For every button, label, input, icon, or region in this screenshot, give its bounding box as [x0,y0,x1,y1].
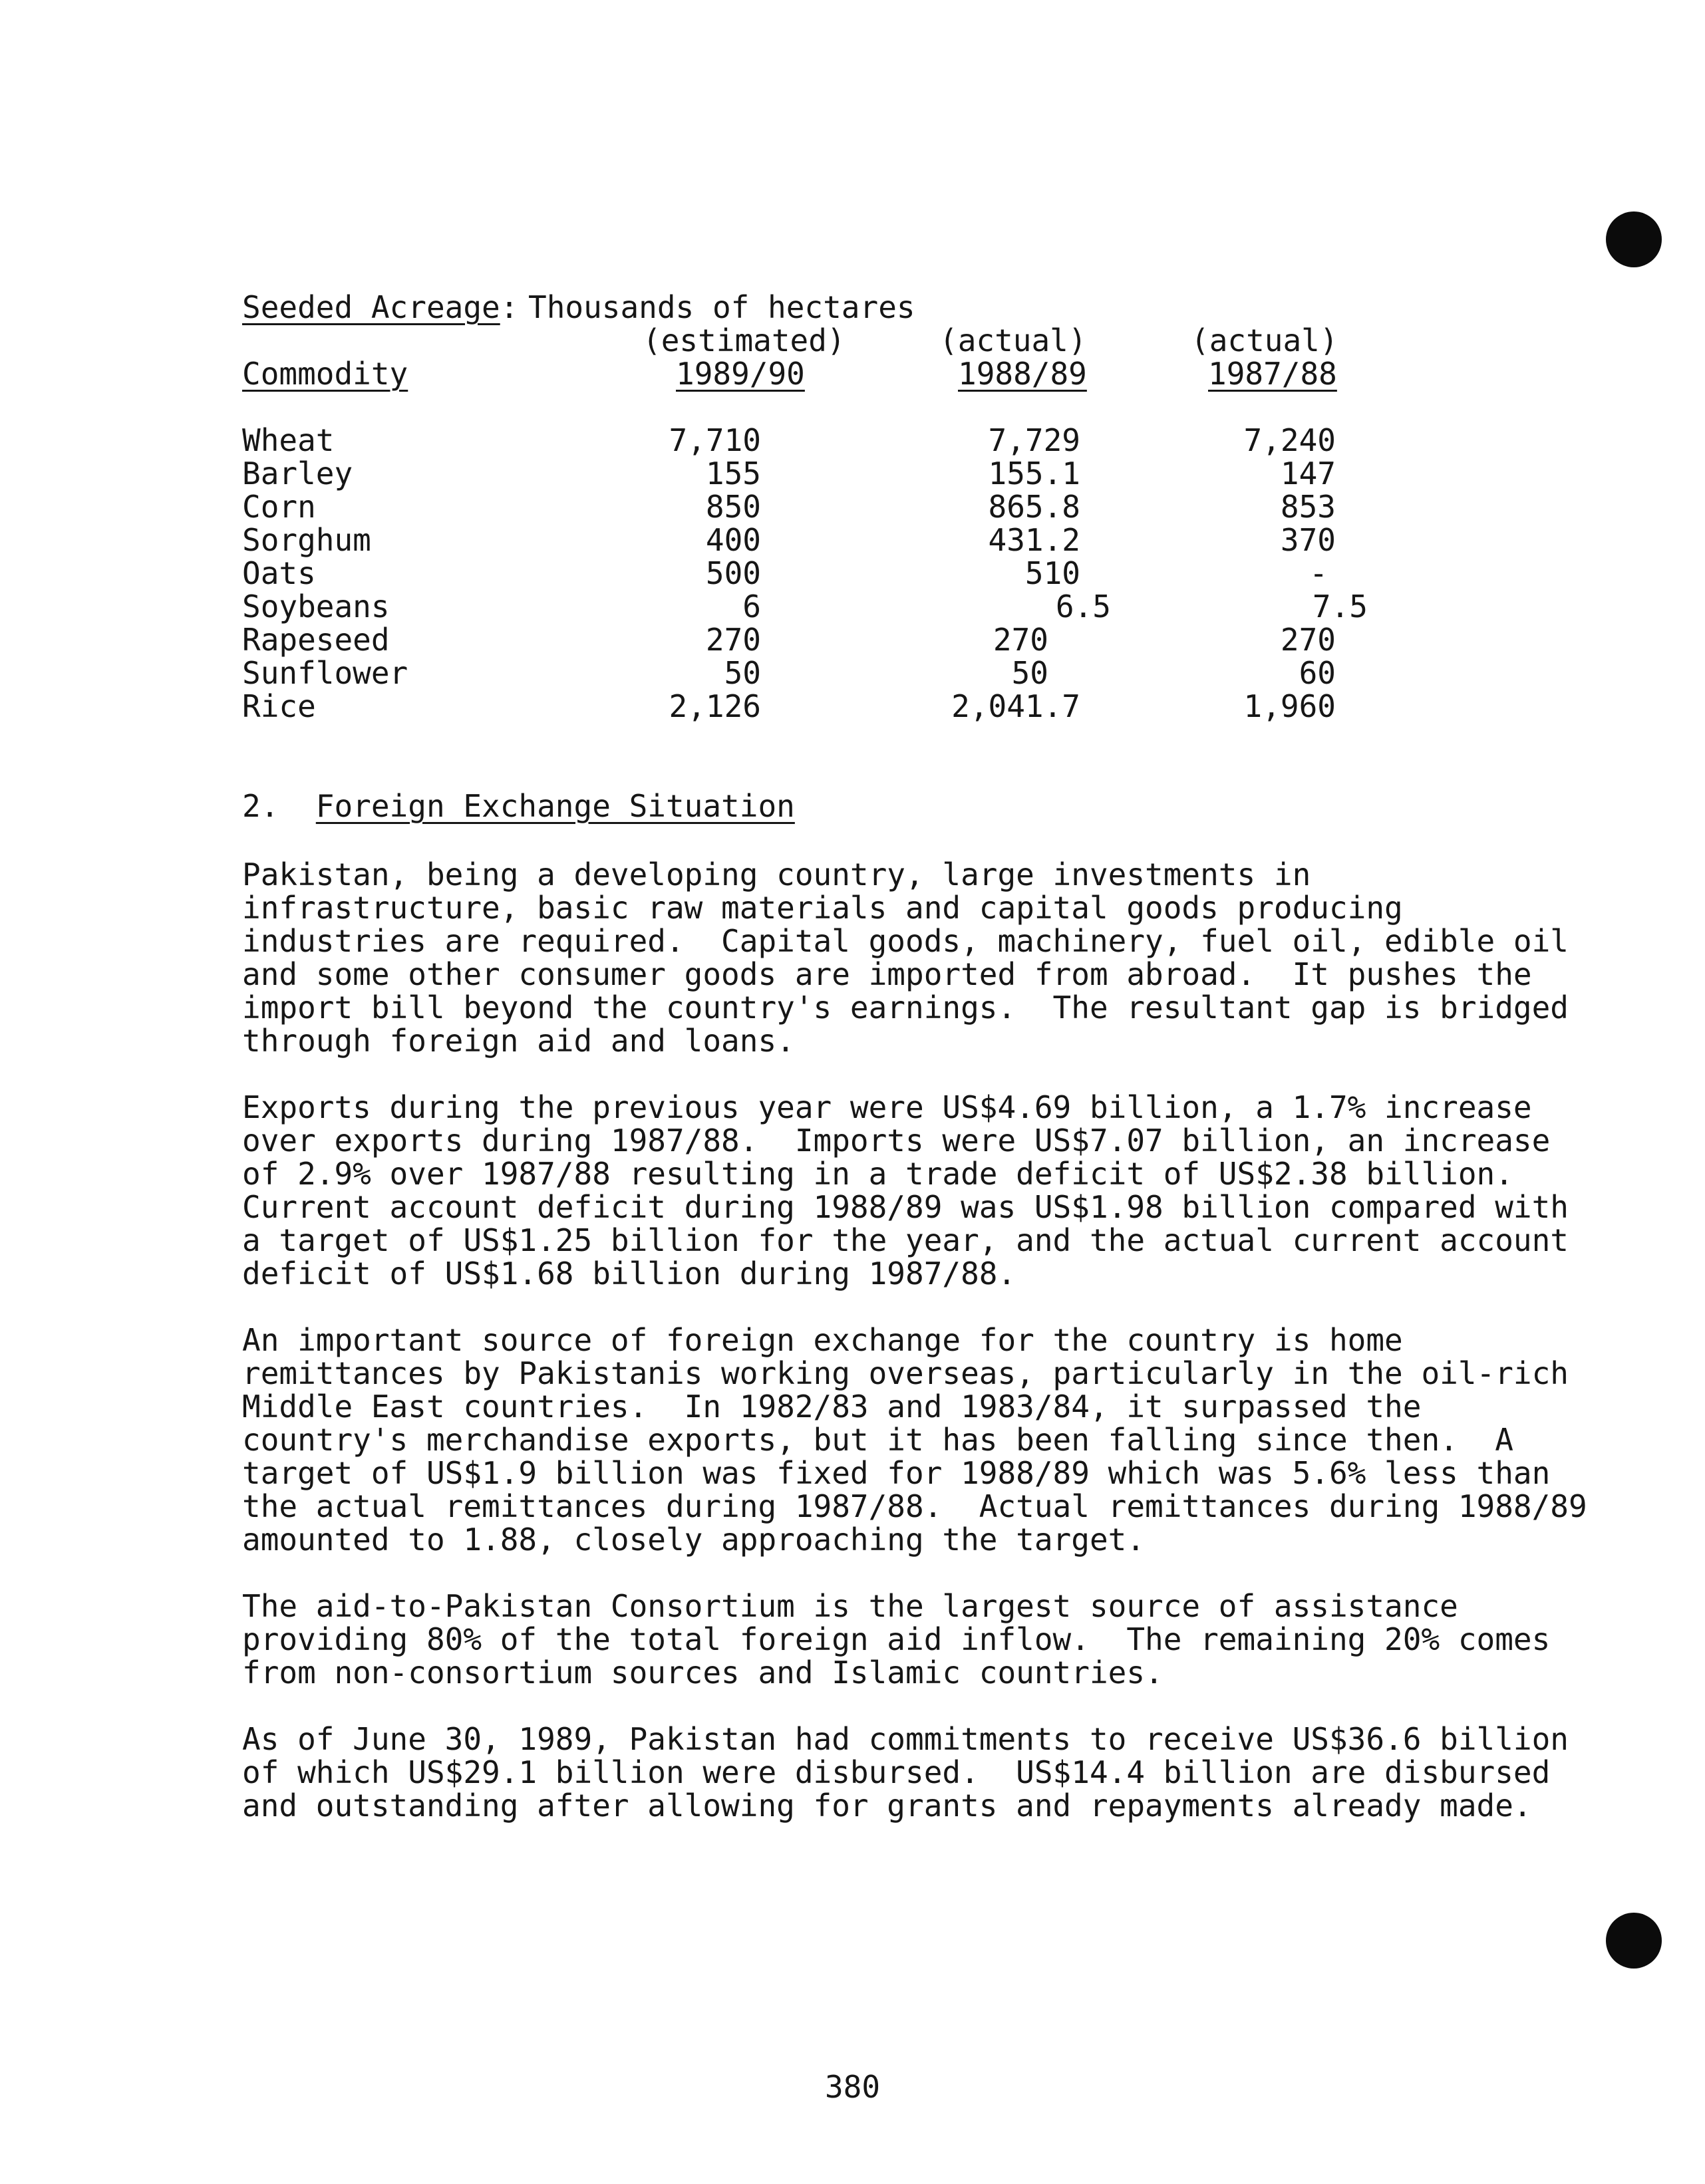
paragraph-line: target of US$1.9 billion was fixed for 1988/89 which was 5.6% less than [242,1455,1551,1491]
paragraph-line: a target of US$1.25 billion for the year, and the actual current account [242,1222,1569,1258]
paragraph-line: As of June 30, 1989, Pakistan had commitments to receive US$36.6 billion [242,1721,1569,1757]
column-year-2: 1988/89 [958,356,1087,392]
paragraph-line: the actual remittances during 1987/88. Actual remittances during 1988/89 [242,1488,1587,1524]
value-1989-90: 500 [705,555,761,591]
table-row [0,686,1705,726]
paragraph-line: deficit of US$1.68 billion during 1987/88. [242,1256,1016,1292]
commodity-name: Wheat [242,422,335,458]
value-1989-90: 400 [705,522,761,558]
value-1988-89: 7,729 [988,422,1080,458]
value-1988-89: 510 [1024,555,1080,591]
section-number: 2. [242,788,279,824]
section-heading [242,786,795,826]
value-1987-88: 853 [1280,489,1336,525]
paragraph-line: of which US$29.1 billion were disbursed. US$14.4 billion are disbursed [242,1754,1551,1790]
value-1987-88: 7.5 [1312,589,1368,624]
paragraph-line: Current account deficit during 1988/89 was US$1.98 billion compared with [242,1189,1569,1225]
section-title: Foreign Exchange Situation [315,788,795,824]
value-1988-89: 431.2 [988,522,1080,558]
paragraph-line: of 2.9% over 1987/88 resulting in a trade deficit of US$2.38 billion. [242,1156,1513,1192]
commodity-name: Barley [242,456,353,491]
commodity-name: Soybeans [242,589,390,624]
commodity-name: Rice [242,688,316,724]
table-header-line-3 [0,354,1705,394]
paragraph-line: and some other consumer goods are imported from abroad. It pushes the [242,956,1532,992]
value-1989-90: 155 [705,456,761,491]
paragraph-line: Pakistan, being a developing country, large investments in [242,857,1311,892]
paragraph-line: and outstanding after allowing for grants and repayments already made. [242,1788,1532,1824]
commodity-name: Rapeseed [242,622,390,658]
value-1989-90: 850 [705,489,761,525]
paragraph-line: An important source of foreign exchange for the country is home [242,1322,1403,1358]
paragraph-line: industries are required. Capital goods, machinery, fuel oil, edible oil [242,923,1569,959]
value-1988-89: 865.8 [988,489,1080,525]
paragraph-2 [242,1089,1569,1292]
value-1987-88: 147 [1280,456,1336,491]
value-1989-90: 7,710 [669,422,761,458]
commodity-name: Oats [242,555,316,591]
value-1987-88: 7,240 [1243,422,1336,458]
paragraph-5 [242,1721,1569,1824]
paragraph-line: The aid-to-Pakistan Consortium is the largest source of assistance [242,1588,1458,1624]
paragraph-line: country's merchandise exports, but it has been falling since then. A [242,1422,1513,1458]
paragraph-line: amounted to 1.88, closely approaching the target. [242,1522,1146,1558]
value-1989-90: 6 [742,589,761,624]
punch-hole-top [1606,211,1662,267]
paragraph-line: remittances by Pakistanis working overseas, particularly in the oil-rich [242,1355,1569,1391]
column-status-3: (actual) [1191,323,1338,358]
value-1988-89: 155.1 [988,456,1080,491]
page-number: 380 [824,2069,881,2105]
paragraph-line: import bill beyond the country's earnings. The resultant gap is bridged [242,990,1569,1025]
column-year-3: 1987/88 [1208,356,1337,392]
column-status-2: (actual) [939,323,1087,358]
column-status-1: (estimated) [643,323,846,358]
value-1987-88: 370 [1280,522,1336,558]
value-1987-88: - [1309,555,1328,591]
commodity-name: Sunflower [242,655,408,691]
value-1988-89: 6.5 [1055,589,1111,624]
paragraph-1 [242,857,1569,1059]
paragraph-line: Middle East countries. In 1982/83 and 1983/84, it surpassed the [242,1389,1422,1425]
paragraph-line: infrastructure, basic raw materials and capital goods producing [242,890,1403,926]
value-1988-89: 2,041.7 [951,688,1080,724]
value-1987-88: 60 [1299,655,1336,691]
paragraph-line: providing 80% of the total foreign aid inflow. The remaining 20% comes [242,1621,1551,1657]
paragraph-line: from non-consortium sources and Islamic countries. [242,1655,1163,1691]
commodity-name: Sorghum [242,522,371,558]
paragraph-3 [242,1322,1587,1558]
table-units: Thousands of hectares [528,289,915,325]
value-1988-89: 50 [1011,655,1048,691]
value-1988-89: 270 [993,622,1048,658]
commodity-name: Corn [242,489,316,525]
column-year-1: 1989/90 [676,356,805,392]
value-1987-88: 1,960 [1243,688,1336,724]
paragraph-line: over exports during 1987/88. Imports were US$7.07 billion, an increase [242,1123,1551,1159]
paragraph-line: through foreign aid and loans. [242,1023,795,1059]
value-1989-90: 2,126 [669,688,761,724]
table-section-label: Seeded Acreage: [242,289,519,325]
commodity-header: Commodity [242,356,408,392]
value-1989-90: 50 [724,655,761,691]
punch-hole-bottom [1606,1913,1662,1969]
value-1989-90: 270 [705,622,761,658]
value-1987-88: 270 [1280,622,1336,658]
paragraph-line: Exports during the previous year were US$4.69 billion, a 1.7% increase [242,1089,1532,1125]
paragraph-4 [242,1588,1551,1691]
